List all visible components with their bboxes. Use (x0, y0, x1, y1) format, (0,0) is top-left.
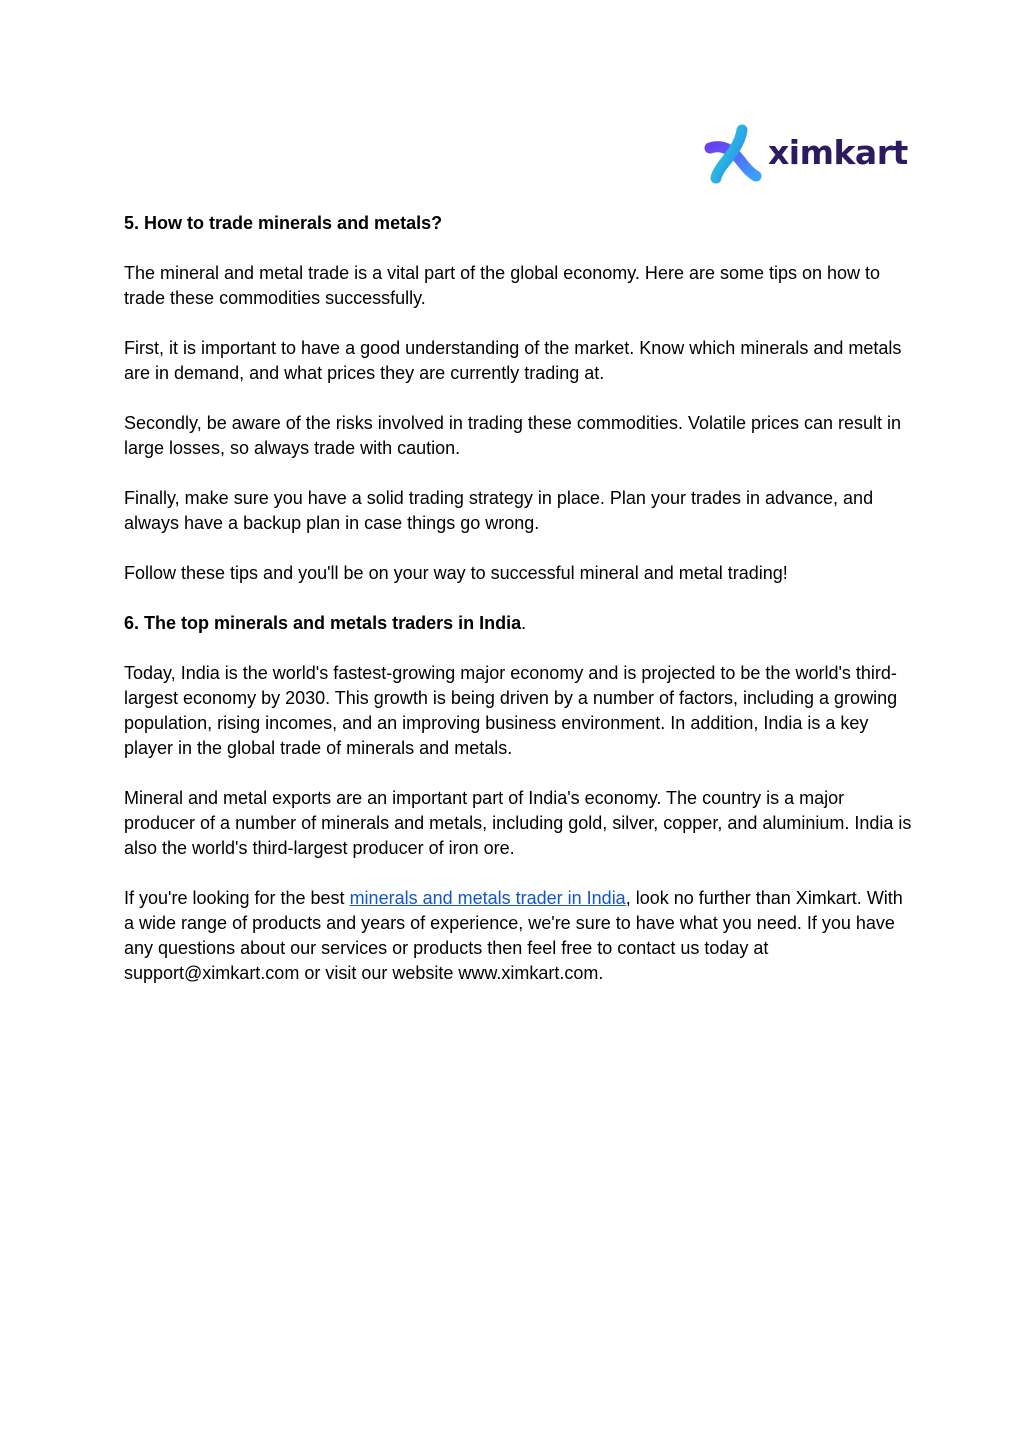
section-6-heading (124, 611, 914, 636)
closing-text-before-link: If you're looking for the best (124, 888, 350, 908)
minerals-traders-link[interactable]: minerals and metals trader in India (349, 888, 626, 908)
closing-text-after-link: , look no further than Ximkart. With a wide range of products and years of experience, we're sure to have what you need. If you have any questions about our services or products then feel free to contact us today at support@ximkart.com or visit our website www.ximkart.com. (124, 888, 903, 983)
section-5-paragraph-1: The mineral and metal trade is a vital part of the global economy. Here are some tips on how to trade these commodities successfully. (124, 263, 881, 308)
document-body (124, 211, 914, 1011)
section-5-heading-text: 5. How to trade minerals and metals? (124, 213, 443, 233)
ximkart-x-icon (704, 124, 762, 184)
section-6-heading-text: 6. The top minerals and metals traders in India (124, 613, 522, 633)
section-5-paragraph-2: First, it is important to have a good understanding of the market. Know which minerals and metals are in demand, and what prices they are currently trading at. (124, 338, 902, 383)
section-6-closing-paragraph (124, 886, 914, 986)
section-6-paragraph-1: Today, India is the world's fastest-growing major economy and is projected to be the world's third-largest economy by 2030. This growth is being driven by a number of factors, including a growing population, rising incomes, and an improving business environment. In addition, India is a key player in the global trade of minerals and metals. (124, 663, 898, 758)
section-5-paragraph-3: Secondly, be aware of the risks involved in trading these commodities. Volatile prices can result in large losses, so always trade with caution. (124, 413, 902, 458)
section-6-heading-period: . (521, 613, 527, 633)
section-6-paragraph-2: Mineral and metal exports are an important part of India's economy. The country is a major producer of a number of minerals and metals, including gold, silver, copper, and aluminium. India is also the world's third-largest producer of iron ore. (124, 788, 912, 858)
section-5-heading (124, 211, 914, 236)
ximkart-logo (704, 124, 908, 184)
section-5-paragraph-4: Finally, make sure you have a solid trading strategy in place. Plan your trades in advance, and always have a backup plan in case things go wrong. (124, 488, 874, 533)
logo-wordmark: ximkart (768, 132, 908, 172)
section-5-paragraph-5: Follow these tips and you'll be on your way to successful mineral and metal trading! (124, 563, 788, 583)
